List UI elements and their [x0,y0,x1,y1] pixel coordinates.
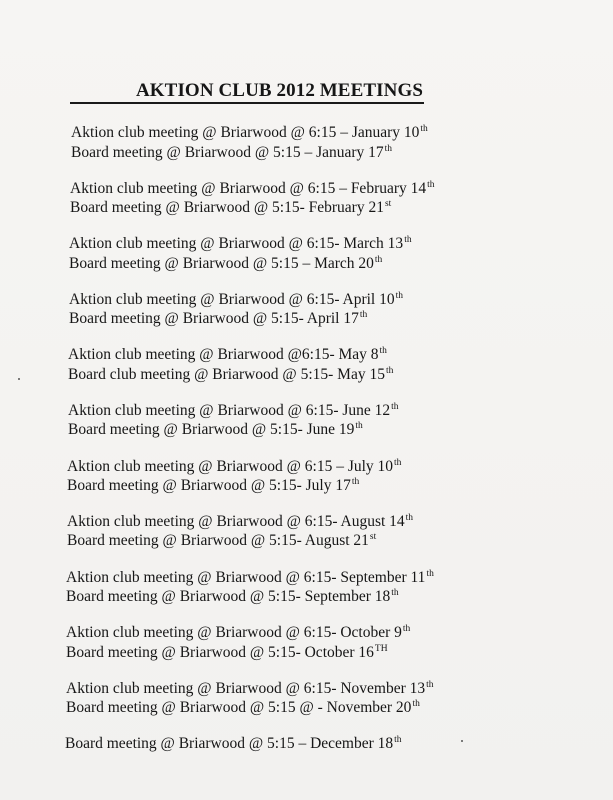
meeting-line [70,199,391,217]
meeting-line [68,366,393,384]
meeting-line [69,310,367,328]
page-title: AKTION CLUB 2012 MEETINGS [135,80,423,101]
meeting-line [66,624,410,642]
meeting-text: Aktion club meeting @ Briarwood @ 6:15- September 11 [66,569,426,586]
meeting-line [66,569,434,587]
meeting-text: Board meeting @ Briarwood @ 5:15- September 18 [66,588,391,605]
ordinal-suffix: th [394,735,402,745]
meeting-text: Aktion club meeting @ Briarwood @ 6:15 – July 10 [67,458,394,475]
ordinal-suffix: th [351,477,360,487]
ordinal-suffix: th [384,144,393,154]
meeting-line [69,235,412,253]
meeting-text: Aktion club meeting @ Briarwood @ 6:15 – February 14 [70,180,427,197]
ordinal-suffix: th [426,680,434,690]
ordinal-suffix: th [374,255,383,265]
meeting-text: Board meeting @ Briarwood @ 5:15- April 17 [69,310,359,327]
ordinal-suffix: th [405,513,414,523]
title-underline [70,80,424,104]
meeting-text: Board meeting @ Briarwood @ 5:15- June 19 [68,421,355,438]
meeting-text: Aktion club meeting @ Briarwood @ 6:15- March 13 [69,235,404,252]
meeting-line [70,180,435,198]
ordinal-suffix: th [394,458,402,468]
ordinal-suffix: th [391,588,399,598]
meeting-line [67,477,359,495]
meeting-line [66,588,399,606]
meeting-line [67,513,413,531]
ordinal-suffix: st [369,532,377,542]
meeting-text: Board club meeting @ Briarwood @ 5:15- May 15 [68,366,385,383]
ordinal-suffix: th [379,346,387,356]
meeting-line [69,255,382,273]
meeting-line [68,421,363,439]
ordinal-suffix: th [402,624,411,634]
meeting-text: Aktion club meeting @ Briarwood @ 6:15- October 9 [66,624,402,641]
ordinal-suffix: st [384,199,392,209]
meeting-text: Aktion club meeting @ Briarwood @ 6:15- August 14 [67,513,405,530]
meeting-text: Board meeting @ Briarwood @ 5:15 @ - November 20 [66,699,412,716]
meeting-line [68,402,399,420]
ordinal-suffix: th [359,310,368,320]
meeting-text: Board meeting @ Briarwood @ 5:15- October 16 [66,644,374,661]
ordinal-suffix: th [426,569,434,579]
ordinal-suffix: th [385,366,394,376]
ordinal-suffix: th [404,235,412,245]
ordinal-suffix: th [355,421,363,431]
ordinal-suffix: TH [374,644,388,654]
meeting-text: Aktion club meeting @ Briarwood @6:15- May 8 [68,346,379,363]
meeting-text: Board meeting @ Briarwood @ 5:15 – March 20 [69,255,374,272]
ordinal-suffix: th [395,291,403,301]
scan-speck [461,740,463,742]
ordinal-suffix: th [427,180,435,190]
meeting-text: Aktion club meeting @ Briarwood @ 6:15- April 10 [69,291,395,308]
ordinal-suffix: th [391,402,399,412]
meeting-line [65,735,402,753]
meeting-text: Board meeting @ Briarwood @ 5:15- August 21 [67,532,369,549]
meeting-line [71,124,428,142]
meeting-text: Aktion club meeting @ Briarwood @ 6:15- June 12 [68,402,391,419]
meeting-text: Aktion club meeting @ Briarwood @ 6:15 – January 10 [71,124,420,141]
meeting-text: Board meeting @ Briarwood @ 5:15- July 17 [67,477,351,494]
scan-speck [18,378,20,380]
meeting-line [67,458,401,476]
meeting-line [69,291,403,309]
meeting-text: Board meeting @ Briarwood @ 5:15- February 21 [70,199,384,216]
ordinal-suffix: th [412,699,420,709]
meeting-text: Board meeting @ Briarwood @ 5:15 – January 17 [71,144,384,161]
meeting-text: Aktion club meeting @ Briarwood @ 6:15- November 13 [66,680,426,697]
meeting-line [66,680,434,698]
meeting-line [71,144,392,162]
meeting-line [66,699,420,717]
meeting-line [66,644,388,662]
meeting-text: Board meeting @ Briarwood @ 5:15 – December 18 [65,735,394,752]
meeting-line [68,346,387,364]
ordinal-suffix: th [420,124,428,134]
meeting-line [67,532,376,550]
